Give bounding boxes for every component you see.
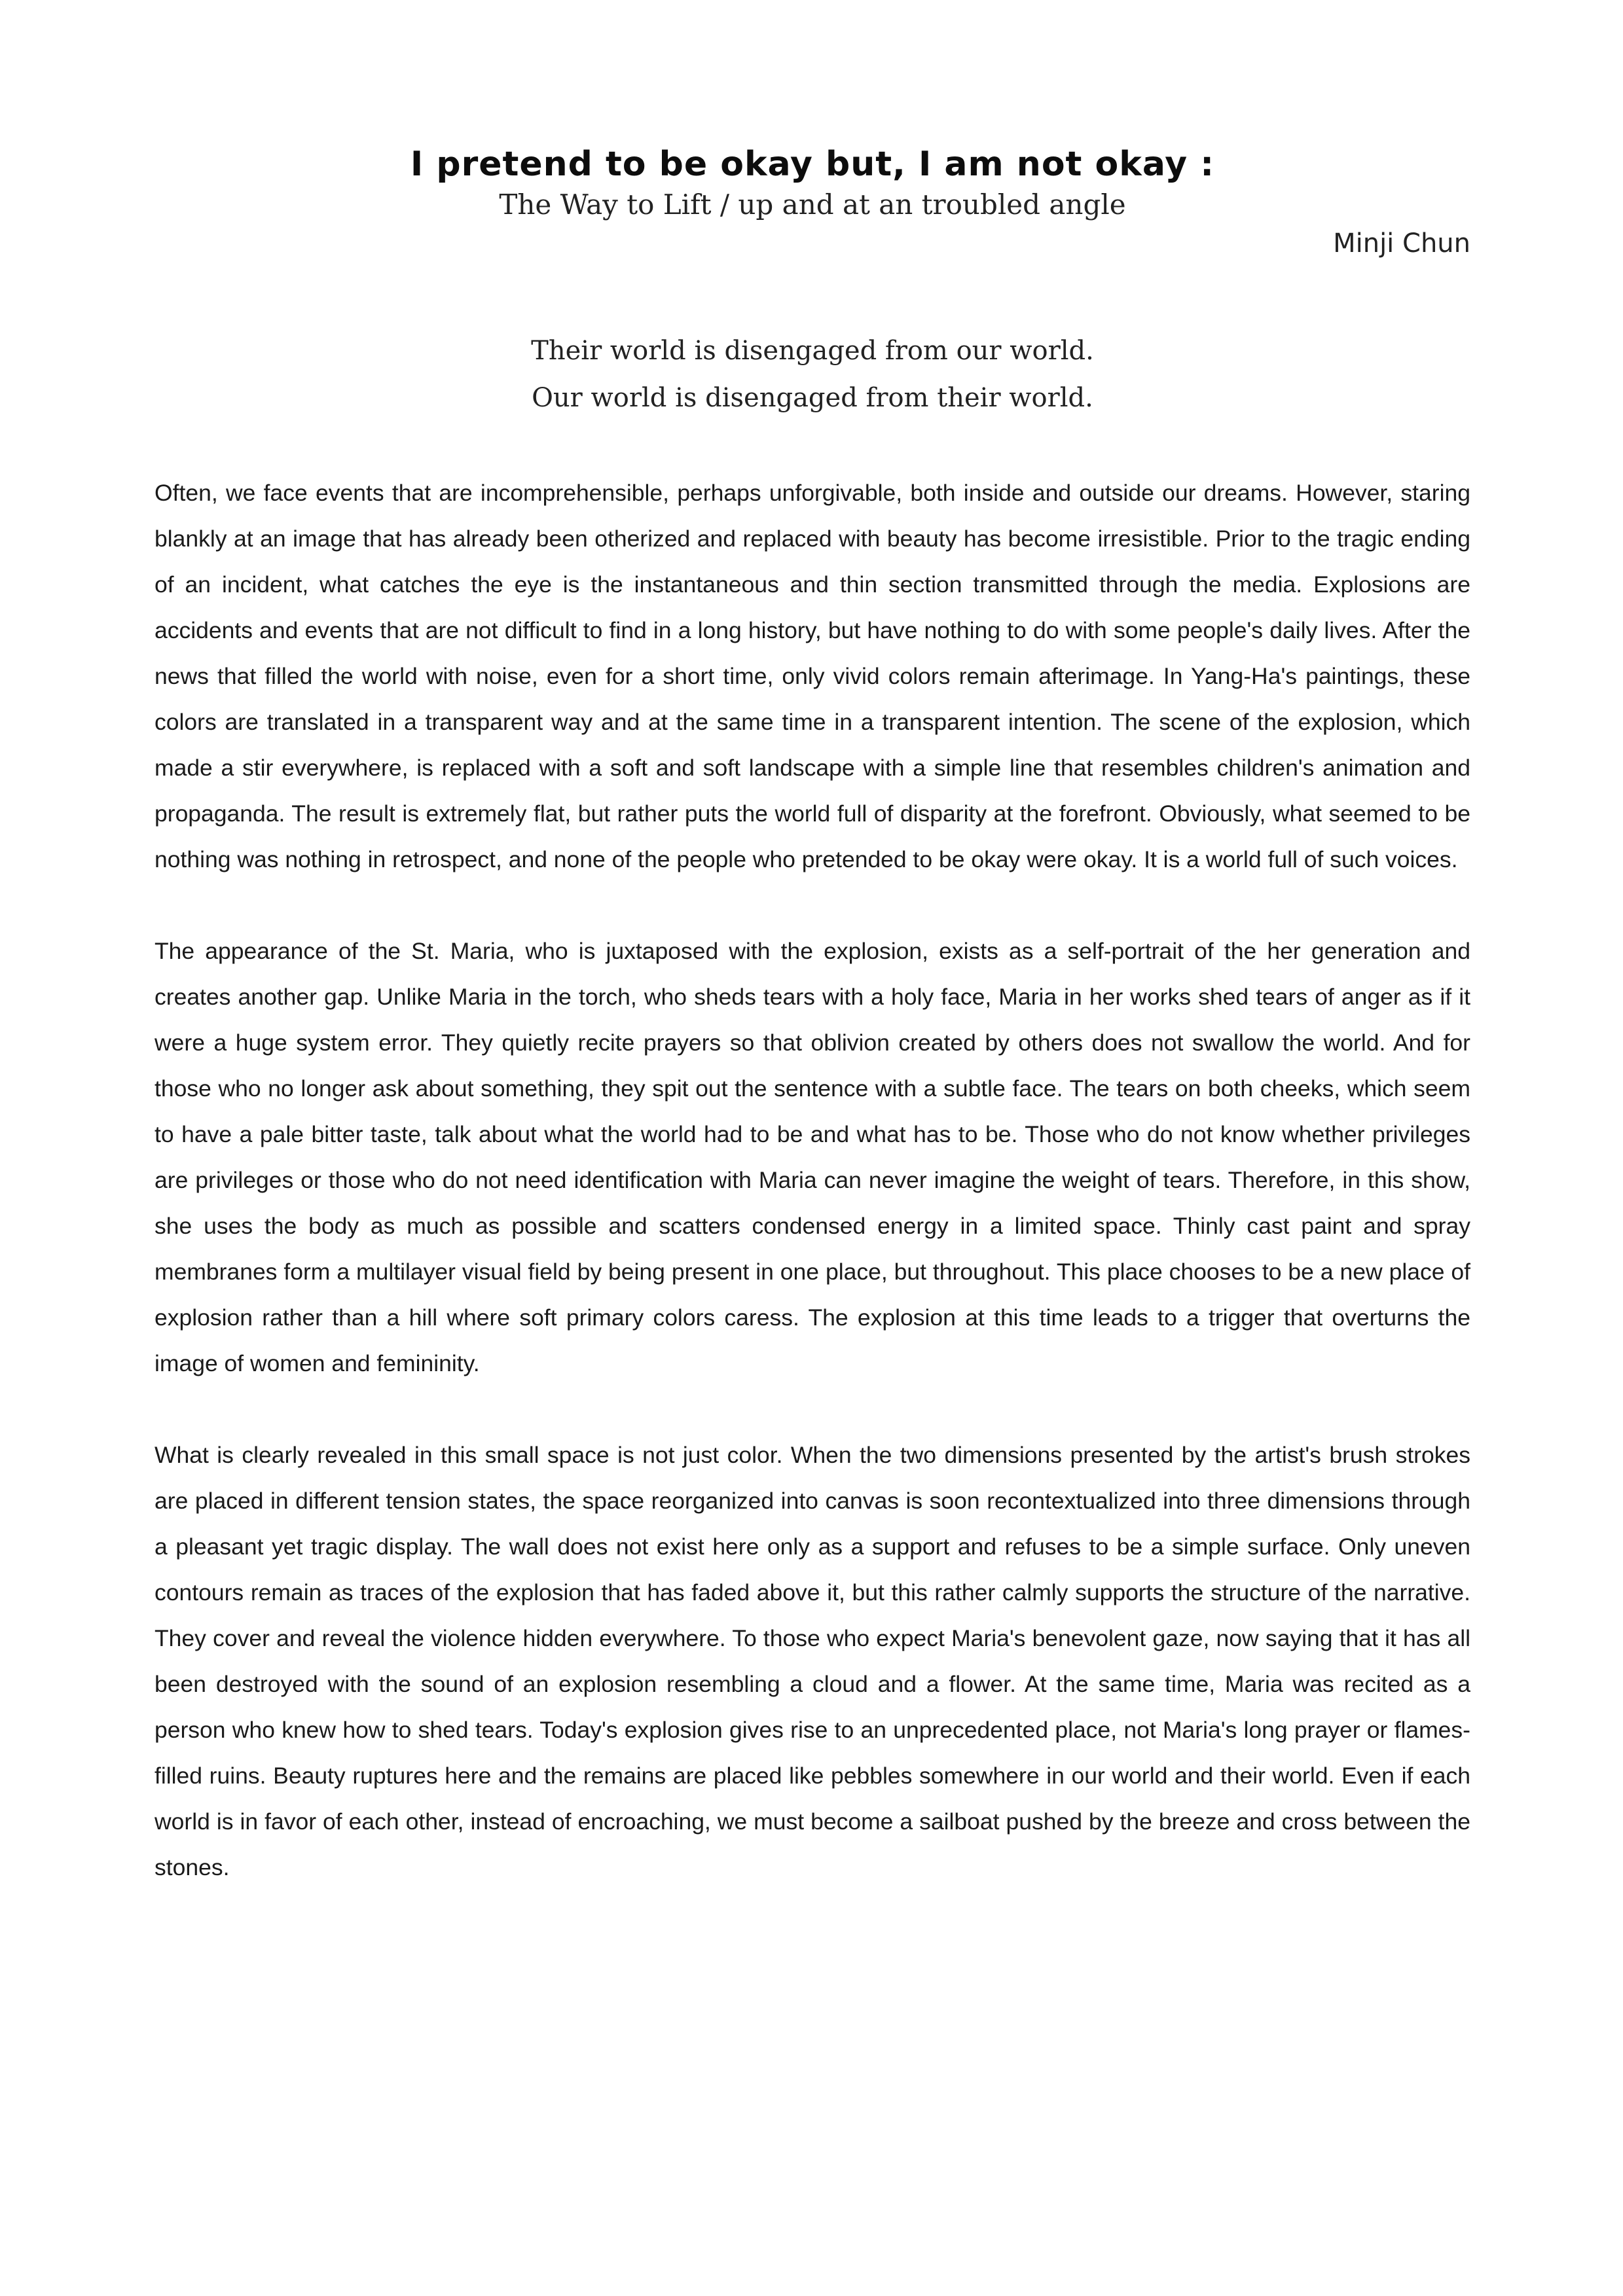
body-paragraph: Often, we face events that are incomprehensible, perhaps unforgivable, both inside and outside our dreams. However, staring blankly at an image that has already been otherized and replaced with beauty has become irresistible. Prior to the tragic ending of an incident, what catches the eye is the instantaneous and thin section transmitted through the media. Explosions are accidents and events that are not difficult to find in a long history, but have nothing to do with some people's daily lives. After the news that filled the world with noise, even for a short time, only vivid colors remain afterimage. In Yang-Ha's paintings, these colors are translated in a transparent way and at the same time in a transparent intention. The scene of the explosion, which made a stir everywhere, is replaced with a soft and soft landscape with a simple line that resembles children's animation and propaganda. The result is extremely flat, but rather puts the world full of disparity at the forefront. Obviously, what seemed to be nothing was nothing in retrospect, and none of the people who pretended to be okay were okay. It is a world full of such voices. bbox=[155, 480, 1470, 872]
body-paragraph: The appearance of the St. Maria, who is juxtaposed with the explosion, exists as a self-portrait of the her generation and creates another gap. Unlike Maria in the torch, who sheds tears with a holy face, Maria in her works shed tears of anger as if it were a huge system error. They quietly recite prayers so that oblivion created by others does not swallow the world. And for those who no longer ask about something, they spit out the sentence with a subtle face. The tears on both cheeks, which seem to have a pale bitter taste, talk about what the world had to be and what has to be. Those who do not know whether privileges are privileges or those who do not need identification with Maria can never imagine the weight of tears. Therefore, in this show, she uses the body as much as possible and scatters condensed energy in a limited space. Thinly cast paint and spray membranes form a multilayer visual field by being present in one place, but throughout. This place chooses to be a new place of explosion rather than a hill where soft primary colors caress. The explosion at this time leads to a trigger that overturns the image of women and femininity. bbox=[155, 938, 1470, 1376]
page-title: I pretend to be okay but, I am not okay : bbox=[410, 145, 1215, 184]
author-name: Minji Chun bbox=[1333, 228, 1470, 259]
body-paragraph: What is clearly revealed in this small space is not just color. When the two dimensions presented by the artist's brush strokes are placed in different tension states, the space reorganized into canvas is soon recontextualized into three dimensions through a pleasant yet tragic display. The wall does not exist here only as a support and refuses to be a simple surface. Only uneven contours remain as traces of the explosion that has faded above it, but this rather calmly supports the structure of the narrative. They cover and reveal the violence hidden everywhere. To those who expect Maria's benevolent gaze, now saying that it has all been destroyed with the sound of an explosion resembling a cloud and a flower. At the same time, Maria was recited as a person who knew how to shed tears. Today's explosion gives rise to an unprecedented place, not Maria's long prayer or flames-filled ruins. Beauty ruptures here and the remains are placed like pebbles somewhere in our world and their world. Even if each world is in favor of each other, instead of encroaching, we must become a sailboat pushed by the breeze and cross between the stones. bbox=[155, 1442, 1470, 1880]
article-body bbox=[155, 470, 1470, 1936]
epigraph-line: Their world is disengaged from our world. bbox=[531, 336, 1094, 366]
epigraph bbox=[155, 327, 1470, 422]
page-subtitle: The Way to Lift / up and at an troubled angle bbox=[499, 188, 1126, 221]
epigraph-line: Our world is disengaged from their world. bbox=[532, 383, 1093, 413]
